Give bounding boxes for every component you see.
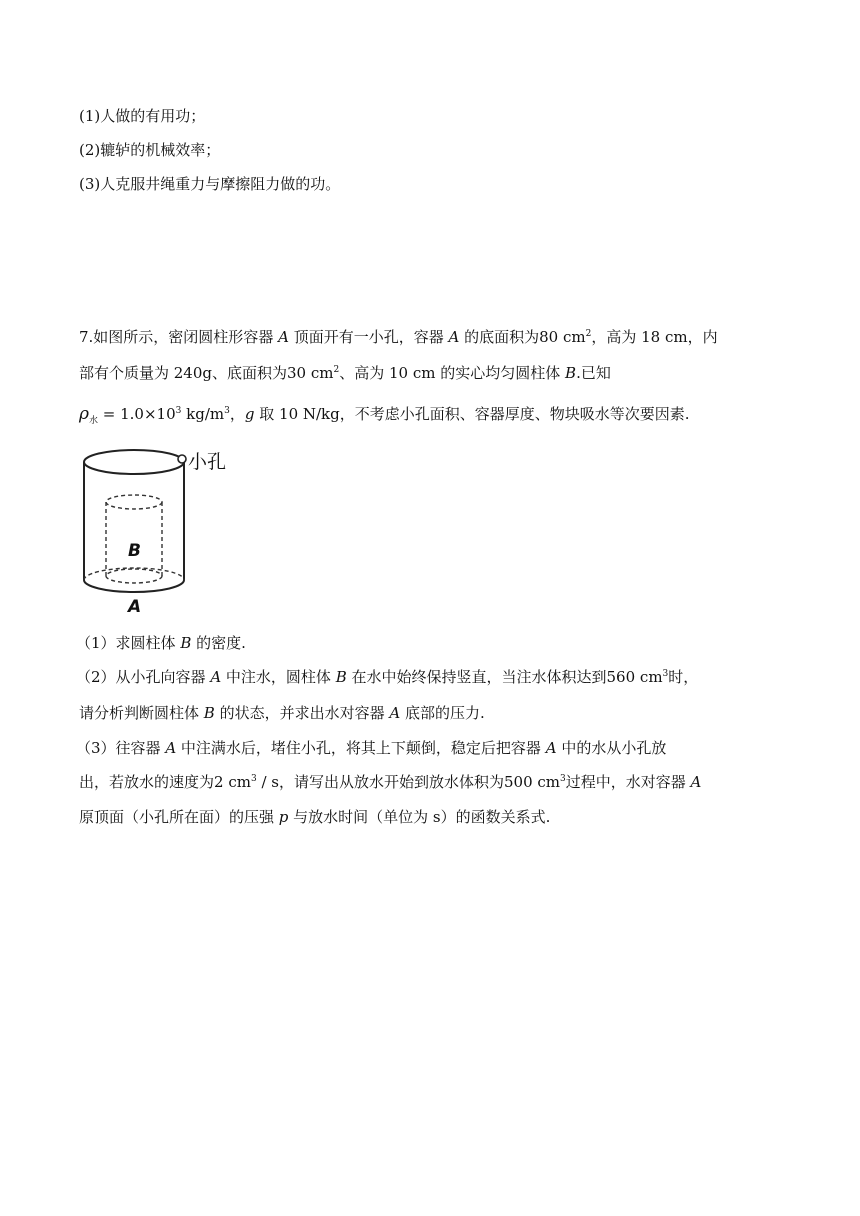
question-3-line1: （3）往容器 A 中注满水后，堵住小孔，将其上下颠倒，稳定后把容器 A 中的水从小孔放 <box>76 739 667 757</box>
small-hole-icon <box>178 455 186 463</box>
question-1: （1）求圆柱体 B 的密度. <box>76 634 246 652</box>
problem7-stem-line2: 部有个质量为 240g、底面积为30 $cm^2$、高为 10 cm 的实心均匀圆柱体 B.已知 <box>79 364 611 382</box>
container-a-label: A <box>128 597 142 616</box>
question-3-line2: 出，若放水的速度为2 $cm^3$ / s，请写出从放水开始到放水体积为500 $cm^3$过程中，水对容器 A <box>79 773 702 791</box>
cylinder-b-drawing <box>106 495 162 583</box>
cylinder-b-label: B <box>128 541 141 561</box>
container-a-bottom-hidden <box>84 568 184 580</box>
question-3-line3: 原顶面（小孔所在面）的压强 p 与放水时间（单位为 s）的函数关系式. <box>79 808 551 826</box>
problem7-stem-line3: $\rho_水 = 1.0\times 10^3$ $kg/m^3$，g 取 10 N/kg，不考虑小孔面积、容器厚度、物块吸水等次要因素. <box>79 404 690 426</box>
part-question-2: (2)辘轳的机械效率； <box>79 141 221 159</box>
container-a-drawing <box>84 450 184 592</box>
part-question-1: (1)人做的有用功； <box>79 107 206 125</box>
hole-label: 小孔 <box>188 451 227 473</box>
question-2-line1: （2）从小孔向容器 A 中注水，圆柱体 B 在水中始终保持竖直，当注水体积达到560 $cm^3$时， <box>76 668 699 686</box>
part-question-3: (3)人克服井绳重力与摩擦阻力做的功。 <box>79 175 341 193</box>
problem7-stem-line1: 7.如图所示，密闭圆柱形容器 A 顶面开有一小孔，容器 A 的底面积为80 $cm^2$，高为 18 cm，内 <box>79 328 718 346</box>
question-2-line2: 请分析判断圆柱体 B 的状态，并求出水对容器 A 底部的压力. <box>79 704 485 722</box>
container-figure <box>78 446 238 616</box>
